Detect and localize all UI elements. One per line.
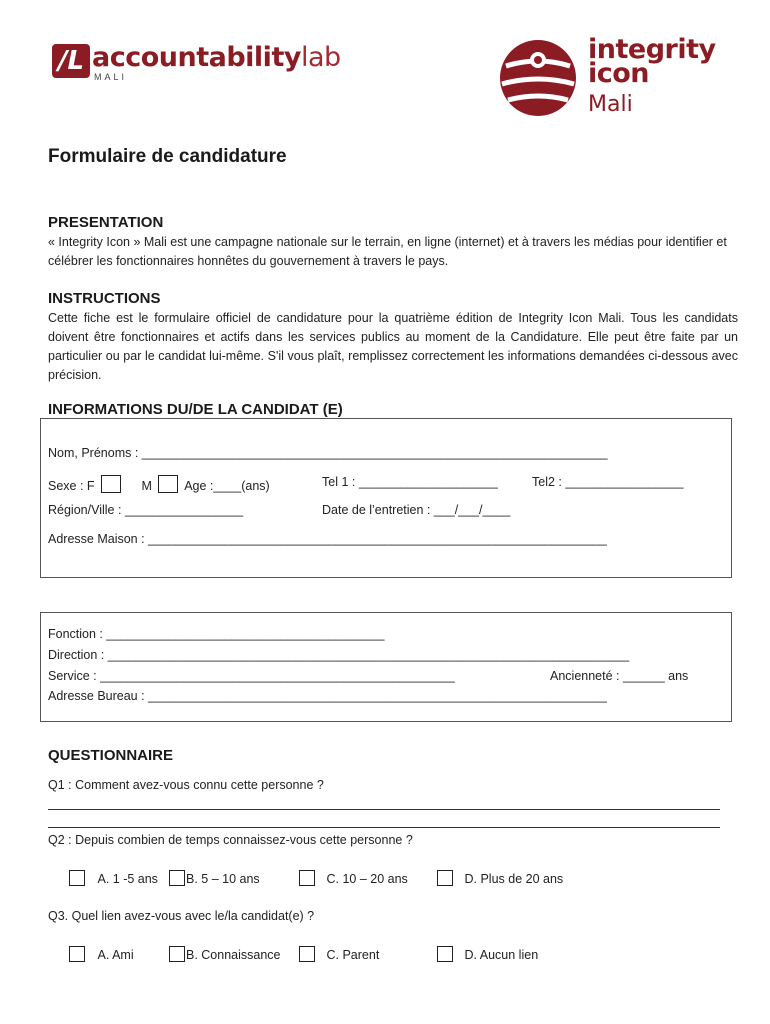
- q2-option-d-label: D. Plus de 20 ans: [464, 872, 564, 886]
- q3-option-b[interactable]: [166, 946, 281, 962]
- q3-option-c-checkbox[interactable]: [299, 946, 315, 962]
- tel1-field[interactable]: Tel 1 : ____________________: [322, 475, 498, 489]
- q3-option-b-label: B. Connaissance: [186, 948, 281, 962]
- q2-option-c-label: C. 10 – 20 ans: [326, 872, 408, 886]
- sexe-row: [48, 475, 270, 493]
- q1-answer-line-1[interactable]: [48, 808, 720, 810]
- globe-icon: [496, 36, 580, 120]
- q2-option-a-label: A. 1 -5 ans: [97, 872, 158, 886]
- q3-label: Q3. Quel lien avez-vous avec le/la candidat(e) ?: [48, 909, 315, 923]
- q2-option-d-checkbox[interactable]: [437, 870, 453, 886]
- tel2-field[interactable]: Tel2 : _________________: [532, 475, 684, 489]
- ii-logo-line1: integrity: [588, 34, 716, 65]
- sexe-m-label: M: [141, 479, 152, 493]
- al-logo-mark-icon: /L: [52, 44, 90, 78]
- q2-option-c[interactable]: [296, 870, 408, 886]
- nom-field[interactable]: Nom, Prénoms : ___________________________________________________________________: [48, 446, 608, 460]
- al-logo-sub: MALI: [94, 72, 128, 82]
- al-logo-name: accountability: [92, 42, 301, 73]
- sexe-f-label: Sexe : F: [48, 479, 95, 493]
- q1-label: Q1 : Comment avez-vous connu cette personne ?: [48, 778, 324, 792]
- presentation-text: « Integrity Icon » Mali est une campagne nationale sur le terrain, en ligne (internet) et à travers les médias pour identifier et célébrer les fonctionnaires honnêtes du gouvernement à travers le pays.: [48, 235, 727, 268]
- direction-field[interactable]: Direction : ___________________________________________________________________________: [48, 648, 630, 662]
- accountability-lab-logo: [52, 44, 341, 82]
- q3-option-a-checkbox[interactable]: [69, 946, 85, 962]
- questionnaire-heading: QUESTIONNAIRE: [48, 747, 174, 764]
- q3-option-c-label: C. Parent: [326, 948, 380, 962]
- q2-option-d[interactable]: [434, 870, 563, 886]
- ii-logo-line2: icon: [588, 58, 650, 89]
- q3-option-d-label: D. Aucun lien: [464, 948, 539, 962]
- integrity-icon-logo: [496, 34, 716, 120]
- q2-option-c-checkbox[interactable]: [299, 870, 315, 886]
- q2-option-b[interactable]: [166, 870, 260, 886]
- q3-option-b-checkbox[interactable]: [169, 946, 185, 962]
- q2-label: Q2 : Depuis combien de temps connaissez-vous cette personne ?: [48, 833, 413, 847]
- age-field[interactable]: Age :____(ans): [184, 479, 270, 493]
- adresse-bureau-field[interactable]: Adresse Bureau : __________________________________________________________________: [48, 689, 607, 703]
- q2-option-a-checkbox[interactable]: [69, 870, 85, 886]
- adresse-maison-field[interactable]: Adresse Maison : __________________________________________________________________: [48, 532, 607, 546]
- q3-option-d[interactable]: [434, 946, 538, 962]
- q3-option-d-checkbox[interactable]: [437, 946, 453, 962]
- sexe-f-checkbox[interactable]: [101, 475, 121, 493]
- q3-option-c[interactable]: [296, 946, 379, 962]
- q1-answer-line-2[interactable]: [48, 826, 720, 828]
- sexe-m-checkbox[interactable]: [158, 475, 178, 493]
- instructions-heading: INSTRUCTIONS: [48, 290, 161, 307]
- ii-logo-sub: Mali: [588, 92, 633, 117]
- date-entretien-field[interactable]: Date de l’entretien : ___/___/____: [322, 503, 511, 517]
- page-title: Formulaire de candidature: [48, 146, 287, 167]
- presentation-heading: PRESENTATION: [48, 214, 164, 231]
- q2-option-b-label: B. 5 – 10 ans: [186, 872, 260, 886]
- al-logo-lab: lab: [300, 42, 341, 73]
- fonction-field[interactable]: Fonction : ________________________________________: [48, 627, 385, 641]
- candidate-heading: INFORMATIONS DU/DE LA CANDIDAT (E): [48, 401, 343, 418]
- q2-option-b-checkbox[interactable]: [169, 870, 185, 886]
- q3-option-a-label: A. Ami: [97, 948, 134, 962]
- q2-option-a[interactable]: [66, 870, 158, 886]
- instructions-text: Cette fiche est le formulaire officiel de candidature pour la quatrième édition de Integrity Icon Mali. Tous les candidats doivent être fonctionnaires et actifs dans les services publics au moment de la Candidature. Elle peut être faite par un particulier ou par le candidat lui-même. S'il vous plaît, remplissez correctement les informations demandées ci-dessous avec précision.: [48, 311, 738, 382]
- region-field[interactable]: Région/Ville : _________________: [48, 503, 244, 517]
- candidate-info-box: [40, 418, 732, 578]
- q3-option-a[interactable]: [66, 946, 134, 962]
- service-field[interactable]: Service : ___________________________________________________: [48, 669, 455, 683]
- anciennete-field[interactable]: Ancienneté : ______ ans: [550, 669, 689, 683]
